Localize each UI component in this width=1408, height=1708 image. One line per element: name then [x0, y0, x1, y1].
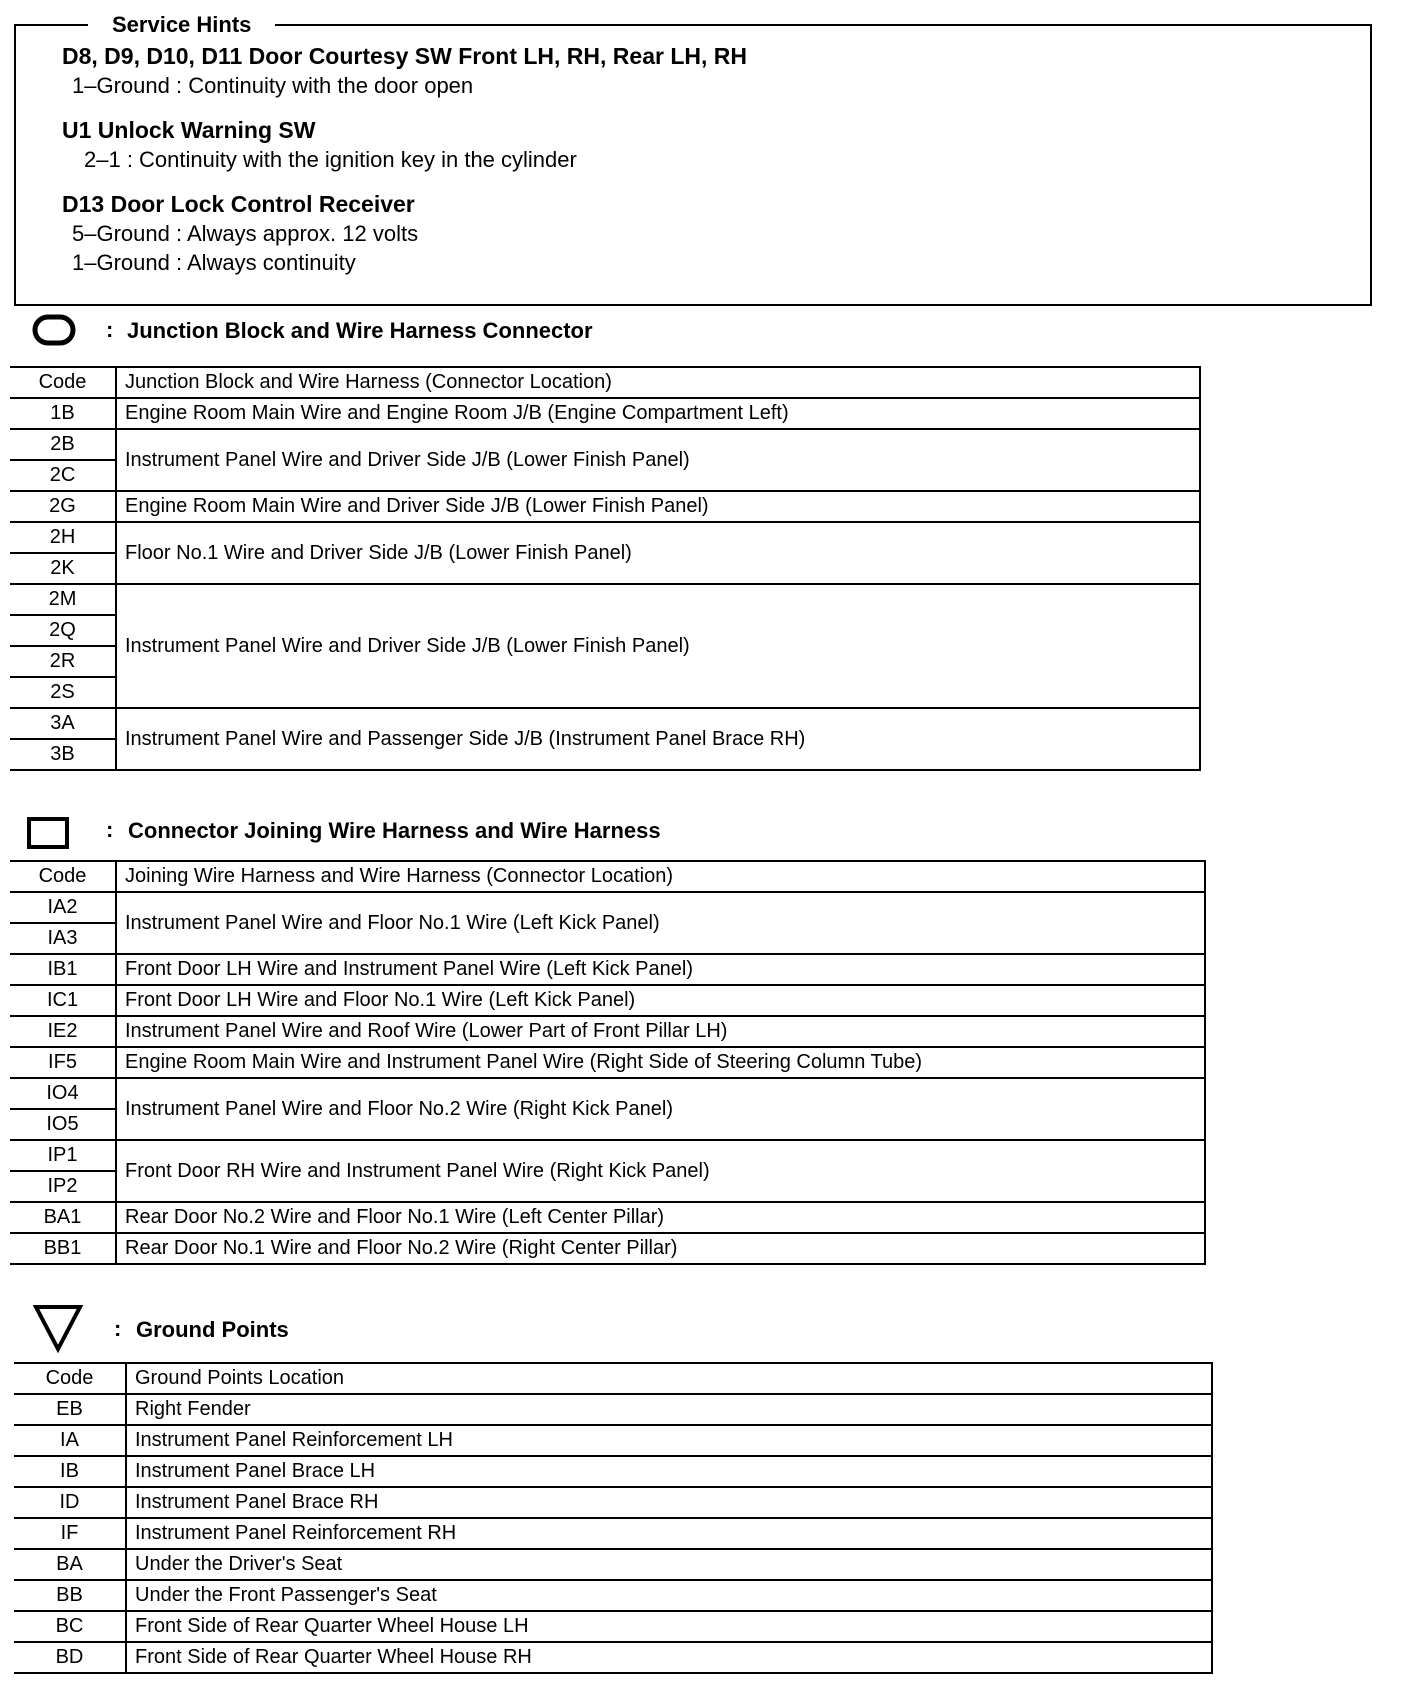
junction-section-header: [28, 310, 728, 354]
location-cell: Instrument Panel Wire and Roof Wire (Lower Part of Front Pillar LH): [116, 1016, 1205, 1047]
code-cell: IO5: [10, 1109, 116, 1140]
code-cell: BC: [14, 1611, 126, 1642]
table-row: [10, 1202, 1205, 1233]
table-row: [10, 491, 1200, 522]
table-row: [10, 1016, 1205, 1047]
location-cell: Instrument Panel Wire and Floor No.1 Wire (Left Kick Panel): [116, 892, 1205, 954]
table-row: [14, 1642, 1212, 1673]
hint-line: 1–Ground : Continuity with the door open: [72, 73, 474, 98]
code-cell: IB: [14, 1456, 126, 1487]
location-cell: Instrument Panel Wire and Floor No.2 Wire (Right Kick Panel): [116, 1078, 1205, 1140]
code-cell: IA2: [10, 892, 116, 923]
location-cell: Instrument Panel Reinforcement RH: [126, 1518, 1212, 1549]
code-cell: 2G: [10, 491, 116, 522]
location-cell: Front Side of Rear Quarter Wheel House RH: [126, 1642, 1212, 1673]
header-code: Code: [14, 1363, 126, 1394]
connector-section-title: Connector Joining Wire Harness and Wire Harness: [128, 818, 661, 843]
code-cell: IO4: [10, 1078, 116, 1109]
location-cell: Instrument Panel Brace RH: [126, 1487, 1212, 1518]
table-row: [10, 398, 1200, 429]
table-row: [10, 892, 1205, 923]
location-cell: Front Door LH Wire and Instrument Panel Wire (Left Kick Panel): [116, 954, 1205, 985]
location-cell: Instrument Panel Brace LH: [126, 1456, 1212, 1487]
location-cell: Front Side of Rear Quarter Wheel House LH: [126, 1611, 1212, 1642]
connector-colon: :: [106, 817, 114, 842]
ground-points-table: [14, 1362, 1213, 1674]
code-cell: EB: [14, 1394, 126, 1425]
table-row: [10, 1047, 1205, 1078]
location-cell: Front Door RH Wire and Instrument Panel Wire (Right Kick Panel): [116, 1140, 1205, 1202]
ground-section-title: Ground Points: [136, 1317, 289, 1342]
rounded-rectangle-icon: [32, 314, 76, 351]
junction-section-title: Junction Block and Wire Harness Connector: [127, 318, 593, 343]
code-cell: 2Q: [10, 615, 116, 646]
connector-table: [10, 860, 1206, 1265]
square-icon: [26, 816, 70, 855]
table-row: [10, 522, 1200, 553]
location-cell: Front Door LH Wire and Floor No.1 Wire (Left Kick Panel): [116, 985, 1205, 1016]
code-cell: BA1: [10, 1202, 116, 1233]
code-cell: 2C: [10, 460, 116, 491]
connector-section-header: [22, 812, 822, 856]
junction-table: [10, 366, 1201, 771]
hint-line: 5–Ground : Always approx. 12 volts: [72, 221, 419, 246]
location-cell: Engine Room Main Wire and Driver Side J/B (Lower Finish Panel): [116, 491, 1200, 522]
hint-line: 1–Ground : Always continuity: [72, 250, 356, 275]
code-cell: 2B: [10, 429, 116, 460]
location-cell: Right Fender: [126, 1394, 1212, 1425]
junction-colon: :: [106, 317, 114, 342]
code-cell: IP1: [10, 1140, 116, 1171]
code-cell: 2K: [10, 553, 116, 584]
service-hints-box: [14, 12, 1372, 306]
table-row: [14, 1487, 1212, 1518]
table-row: [10, 1233, 1205, 1264]
location-cell: Rear Door No.2 Wire and Floor No.1 Wire (Left Center Pillar): [116, 1202, 1205, 1233]
code-cell: BB: [14, 1580, 126, 1611]
code-cell: IC1: [10, 985, 116, 1016]
code-cell: IA: [14, 1425, 126, 1456]
service-hints-title: Service Hints: [88, 11, 275, 39]
table-row: [14, 1580, 1212, 1611]
location-cell: Instrument Panel Reinforcement LH: [126, 1425, 1212, 1456]
location-cell: Instrument Panel Wire and Passenger Side J/B (Instrument Panel Brace RH): [116, 708, 1200, 770]
location-cell: Instrument Panel Wire and Driver Side J/B (Lower Finish Panel): [116, 429, 1200, 491]
table-header-row: [14, 1363, 1212, 1394]
location-cell: Rear Door No.1 Wire and Floor No.2 Wire (Right Center Pillar): [116, 1233, 1205, 1264]
code-cell: 1B: [10, 398, 116, 429]
code-cell: 2M: [10, 584, 116, 615]
header-location: Joining Wire Harness and Wire Harness (Connector Location): [116, 861, 1205, 892]
table-row: [14, 1549, 1212, 1580]
header-code: Code: [10, 367, 116, 398]
table-row: [14, 1611, 1212, 1642]
code-cell: IP2: [10, 1171, 116, 1202]
code-cell: IF: [14, 1518, 126, 1549]
location-cell: Under the Driver's Seat: [126, 1549, 1212, 1580]
table-row: [10, 1140, 1205, 1171]
ground-colon: :: [114, 1316, 122, 1341]
table-row: [14, 1425, 1212, 1456]
table-row: [10, 1078, 1205, 1109]
code-cell: 2S: [10, 677, 116, 708]
down-triangle-icon: [32, 1303, 84, 1358]
code-cell: 2R: [10, 646, 116, 677]
hint-heading-unlock-warning-sw: U1 Unlock Warning SW: [62, 117, 316, 143]
code-cell: IA3: [10, 923, 116, 954]
location-cell: Engine Room Main Wire and Instrument Panel Wire (Right Side of Steering Column Tube): [116, 1047, 1205, 1078]
hint-heading-door-lock-control-receiver: D13 Door Lock Control Receiver: [62, 191, 415, 217]
header-location: Junction Block and Wire Harness (Connector Location): [116, 367, 1200, 398]
table-row: [10, 708, 1200, 739]
location-cell: Under the Front Passenger's Seat: [126, 1580, 1212, 1611]
table-row: [10, 985, 1205, 1016]
hint-line: 2–1 : Continuity with the ignition key in the cylinder: [84, 147, 577, 172]
table-row: [14, 1456, 1212, 1487]
code-cell: IB1: [10, 954, 116, 985]
table-row: [10, 954, 1205, 985]
code-cell: ID: [14, 1487, 126, 1518]
header-code: Code: [10, 861, 116, 892]
table-row: [14, 1518, 1212, 1549]
code-cell: BB1: [10, 1233, 116, 1264]
code-cell: IF5: [10, 1047, 116, 1078]
code-cell: 3A: [10, 708, 116, 739]
code-cell: BA: [14, 1549, 126, 1580]
code-cell: BD: [14, 1642, 126, 1673]
location-cell: Floor No.1 Wire and Driver Side J/B (Lower Finish Panel): [116, 522, 1200, 584]
location-cell: Engine Room Main Wire and Engine Room J/B (Engine Compartment Left): [116, 398, 1200, 429]
table-row: [10, 584, 1200, 615]
code-cell: 3B: [10, 739, 116, 770]
code-cell: IE2: [10, 1016, 116, 1047]
code-cell: 2H: [10, 522, 116, 553]
hint-heading-door-courtesy-sw: D8, D9, D10, D11 Door Courtesy SW Front LH, RH, Rear LH, RH: [62, 43, 748, 69]
location-cell: Instrument Panel Wire and Driver Side J/B (Lower Finish Panel): [116, 584, 1200, 708]
ground-section-header: [30, 1303, 530, 1359]
table-header-row: [10, 861, 1205, 892]
table-row: [14, 1394, 1212, 1425]
header-location: Ground Points Location: [126, 1363, 1212, 1394]
table-row: [10, 429, 1200, 460]
table-header-row: [10, 367, 1200, 398]
